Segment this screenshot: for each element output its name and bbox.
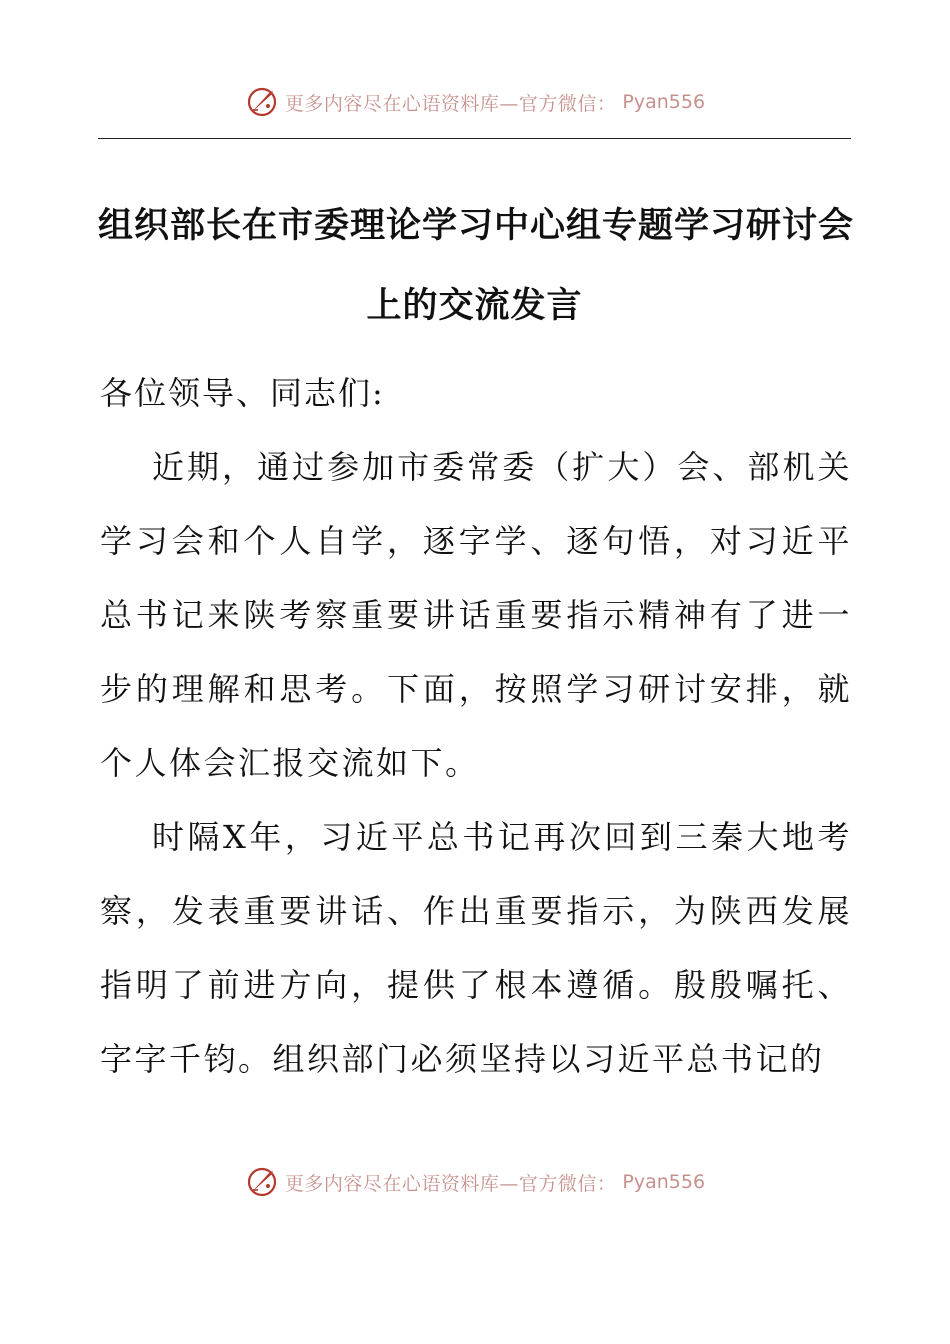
- header-watermark: [0, 82, 950, 122]
- document-title: [98, 186, 855, 346]
- footer-watermark: [0, 1162, 950, 1202]
- title-line-1: 组织部长在市委理论学习中心组专题学习研讨会: [98, 206, 855, 246]
- header-divider: [98, 138, 851, 139]
- watermark-text: 更多内容尽在心语资料库—官方微信：: [284, 1172, 617, 1195]
- quill-logo-icon: [245, 85, 279, 119]
- watermark-wechat-id: Pyan556: [622, 1171, 706, 1193]
- document-body: [100, 356, 852, 1096]
- watermark-text: 更多内容尽在心语资料库—官方微信：: [284, 92, 617, 115]
- title-line-2: 上的交流发言: [366, 286, 583, 326]
- quill-logo-icon: [245, 1165, 279, 1199]
- salutation: 各位领导、同志们:: [100, 374, 385, 412]
- paragraph-1: 近期，通过参加市委常委（扩大）会、部机关学习会和个人自学，逐字学、逐句悟，对习近平总书记来陕考察重要讲话重要指示精神有了进一步的理解和思考。下面，按照学习研讨安排，就个人体会汇报交流如下。: [100, 448, 852, 782]
- watermark-wechat-id: Pyan556: [622, 91, 706, 113]
- paragraph-2: 时隔X年，习近平总书记再次回到三秦大地考察，发表重要讲话、作出重要指示，为陕西发展指明了前进方向，提供了根本遵循。殷殷嘱托、字字千钧。组织部门必须坚持以习近平总书记的: [100, 818, 852, 1078]
